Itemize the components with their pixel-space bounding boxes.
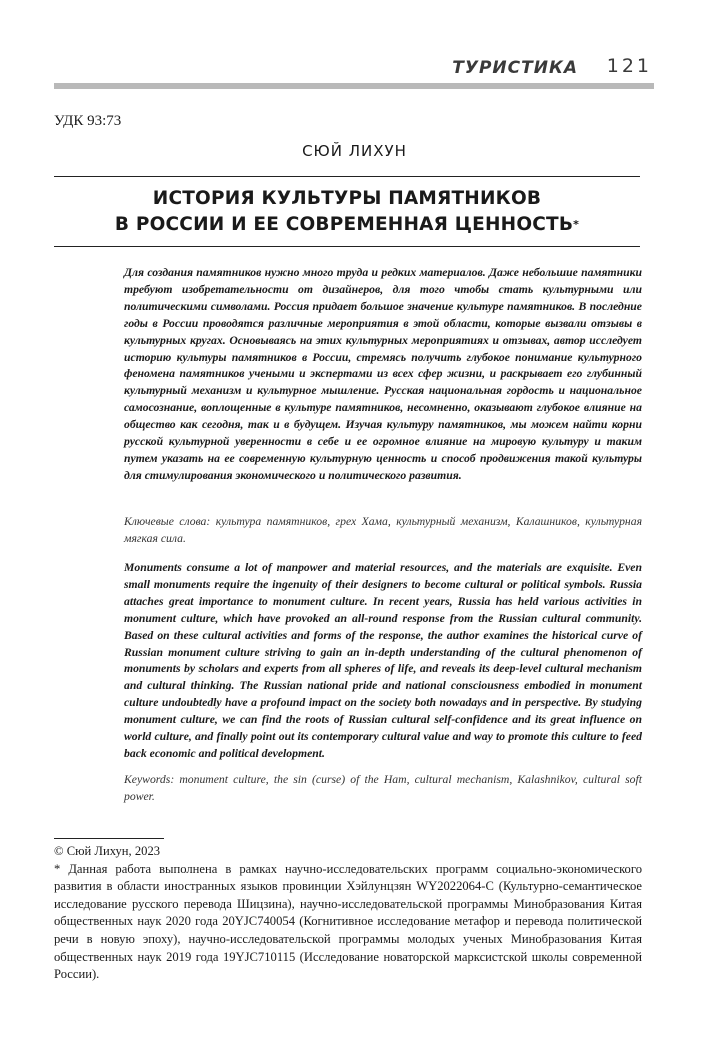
author-name: СЮЙ ЛИХУН: [302, 142, 407, 160]
footnote-marker: *: [573, 218, 580, 231]
header-rule: [54, 83, 654, 89]
title-line-2-text: В РОССИИ И ЕЕ СОВРЕМЕННАЯ ЦЕННОСТЬ: [114, 214, 574, 235]
footnote-divider: [54, 838, 164, 839]
footnotes: [54, 843, 642, 984]
journal-section-title: ТУРИСТИКА: [452, 58, 578, 78]
keywords-russian: Ключевые слова: культура памятников, грех Хама, культурный механизм, Калашников, культурная мягкая сила.: [124, 515, 642, 545]
title-line-1: ИСТОРИЯ КУЛЬТУРЫ ПАМЯТНИКОВ: [152, 188, 542, 209]
copyright-note: © Сюй Лихун, 2023: [54, 844, 161, 858]
udk-code: УДК 93:73: [54, 113, 122, 129]
abstract-russian: Для создания памятников нужно много труда и редких материалов. Даже небольшие памятники требуют изобретательности от дизайнеров, для того чтобы стать культурными или политическими символами. Россия придает большое значение культуре памятников. В последние годы в России проводятся различные мероприятия в этой области, которые вызвали отзывы в культурных кругах. Основываясь на этих культурных мероприятиях и отзывах, автор исследует историю культуры памятников в России, стремясь получить глубокое понимание культурного феномена памятников учеными и экспертами из всех сфер жизни, и раскрывает его глубинный культурный механизм и культурное мышление. Русская национальная гордость и национальное самосознание, воплощенные в культуре памятников, несомненно, оказывают глубокое влияние на общество как сегодня, так и в будущем. Изучая культуру памятников, мы можем найти корни русской культурной уверенности в себе и ее огромное влияние на мировую культуру и таким путем указать на ее современную культурную ценность и способ продвижения такой культуры для стимулирования экономического и политического развития.: [124, 266, 642, 482]
abstract-english: Monuments consume a lot of manpower and material resources, and the materials are exquisite. Even small monuments require the ingenuity of their designers to become cultural or political symbols. Russia attaches great importance to monument culture. In recent years, Russia has held various activities in monument culture, which have provoked an all-round response from the Russian cultural community. Based on these cultural activities and forms of the response, the author examines the historical curve of Russian monument culture striving to gain an in-depth understanding of the cultural phenomenon of monuments by scholars and experts from all spheres of life, and reveals its deep-level cultural mechanism and cultural thinking. The Russian national pride and national consciousness embodied in monument culture undoubtedly have a profound impact on the society both nowadays and in perspective. By studying monument culture, we can find the roots of Russian cultural self-confidence and its great influence on world culture, and finally point out its contemporary cultural value and way to promote this culture to feed back economic and political development.: [124, 561, 642, 760]
page-number: 121: [606, 55, 652, 77]
keywords-english: Keywords: monument culture, the sin (curse) of the Ham, cultural mechanism, Kalashnikov, cultural soft power.: [124, 773, 642, 803]
funding-note: * Данная работа выполнена в рамках научно-исследовательских программ социально-экономического развития в области иностранных языков провинции Хэйлунцзян WY2022064-C (Культурно-семантическое исследование русского перевода Шицзина), научно-исследовательской программы Минобразования Китая общественных наук 2020 года 20YJC740054 (Когнитивное исследование метафор и перевода политической речи в новую эпоху), научно-исследовательской программы молодых ученых Минобразования Китая общественных наук 2019 года 19YJC710115 (Исследование новаторской марксистской школы современной России).: [54, 861, 642, 982]
article-title: [54, 176, 640, 247]
running-header: [0, 55, 709, 90]
title-line-2: [54, 212, 640, 238]
